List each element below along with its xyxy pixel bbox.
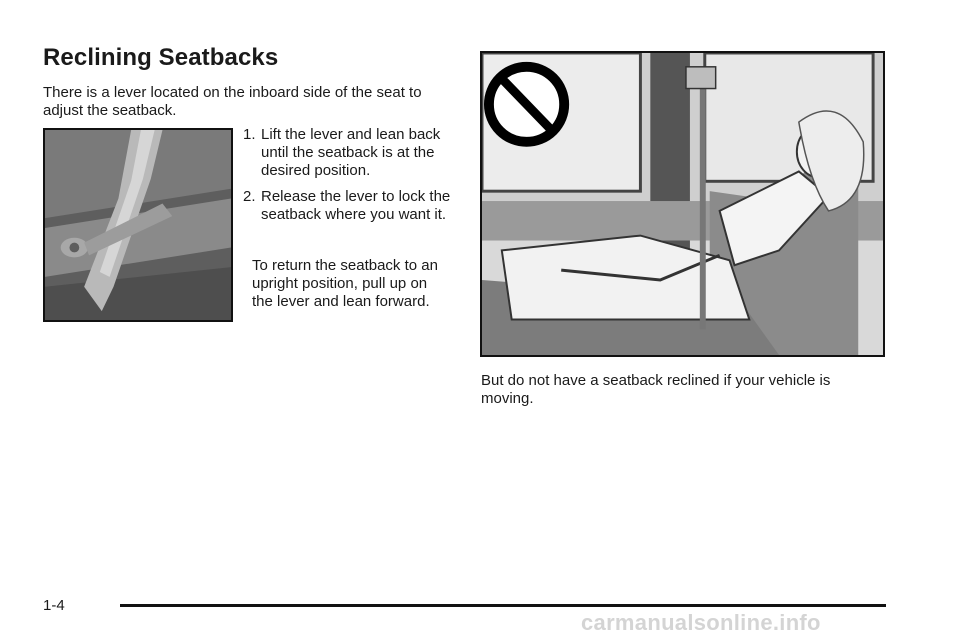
step-number: 2.	[243, 188, 256, 205]
intro-paragraph: There is a lever located on the inboard side of the seat to adjust the seatback.	[43, 84, 422, 119]
page-number: 1-4	[43, 597, 65, 614]
step-text: Release the lever to lock the seatback where you want it.	[261, 188, 451, 223]
return-upright-note: To return the seatback to an upright position, pull up on the lever and lean forward.	[252, 257, 438, 310]
step-item	[243, 188, 458, 224]
site-watermark: carmanualsonline.info	[581, 610, 821, 635]
reclined-passenger-illustration	[480, 51, 885, 357]
footer-divider	[120, 604, 886, 607]
reclined-warning: But do not have a seatback reclined if your vehicle is moving.	[481, 372, 831, 407]
section-title: Reclining Seatbacks	[43, 44, 279, 71]
step-text: Lift the lever and lean back until the seatback is at the desired position.	[261, 126, 441, 179]
step-number: 1.	[243, 126, 256, 143]
seatback-lever-photo	[43, 128, 233, 322]
adjustment-steps	[243, 126, 458, 232]
step-item	[243, 126, 458, 180]
